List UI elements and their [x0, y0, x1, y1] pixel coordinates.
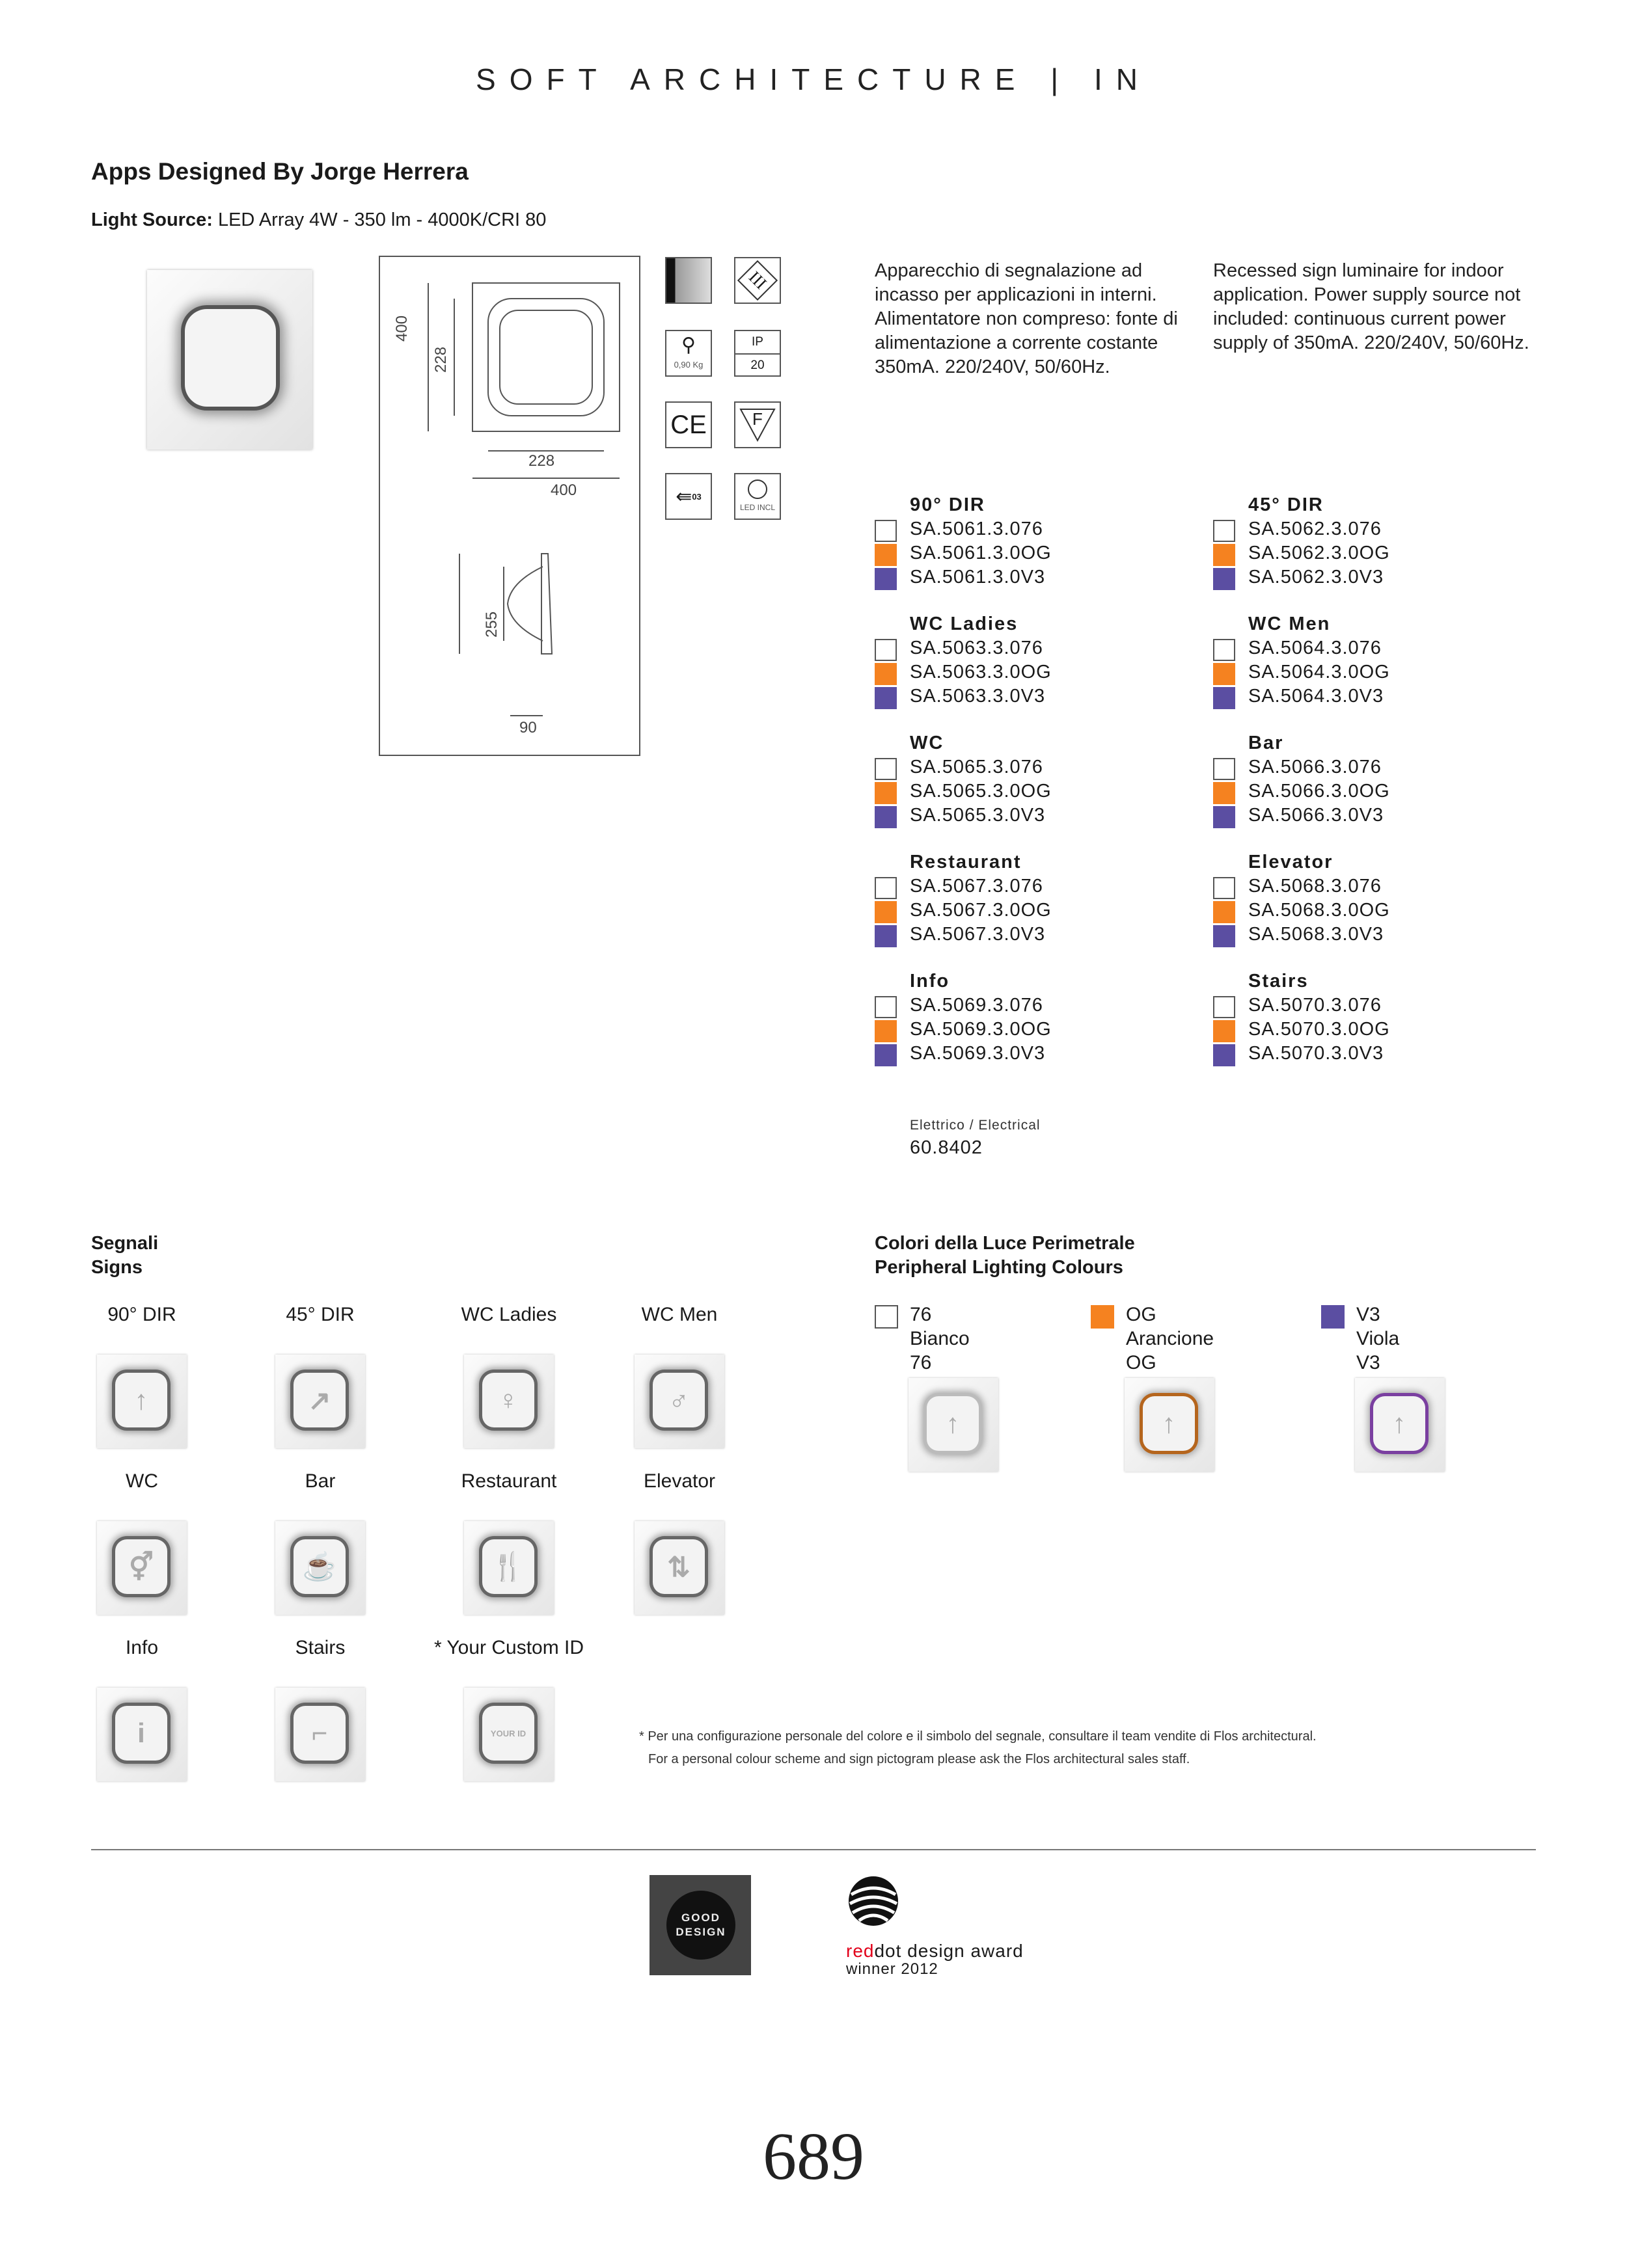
product-code: SA.5066.3.0OG [1248, 781, 1390, 802]
stairs-icon: ⌐ [294, 1706, 346, 1761]
reddot-award-text [846, 1942, 1024, 1978]
product-code: SA.5062.3.0OG [1248, 543, 1390, 563]
sign-label: 90° DIR [107, 1304, 176, 1325]
code-row [875, 686, 1174, 710]
energy-label: 03 [692, 491, 702, 502]
ip-label-bottom: 20 [750, 358, 765, 372]
lighting-preview-tile [1125, 1378, 1214, 1472]
product-code: SA.5069.3.0V3 [910, 1043, 1046, 1064]
electrical-label: Elettrico / Electrical [910, 1118, 1041, 1133]
product-code: SA.5064.3.0OG [1248, 662, 1390, 682]
lighting-colour-swatch [1091, 1305, 1114, 1329]
arrow-up-icon: ↑ [1143, 1396, 1195, 1451]
sign-label: Bar [305, 1470, 336, 1492]
colour-swatch-violet [875, 568, 897, 590]
product-code: SA.5068.3.076 [1248, 876, 1382, 897]
codes-column-left [875, 494, 1187, 1080]
code-row [1213, 662, 1512, 686]
dim-width-inner: 228 [528, 452, 555, 470]
dim-height-outer: 400 [393, 315, 411, 342]
product-code: SA.5064.3.0V3 [1248, 686, 1384, 707]
dimension-drawing-svg [380, 257, 639, 755]
product-code: SA.5062.3.0V3 [1248, 567, 1384, 587]
arrow-diagonal-icon: ↗ [294, 1373, 346, 1427]
led-incl-label: LED INCL [739, 503, 776, 512]
custom-note-en: For a personal colour scheme and sign pictogram please ask the Flos architectural sales staff. [648, 1752, 1190, 1766]
sign-label: * Your Custom ID [433, 1637, 584, 1658]
code-row [1213, 1019, 1512, 1043]
good-design-logo [649, 1875, 751, 1975]
colour-swatch-orange [875, 663, 897, 685]
product-code: SA.5064.3.076 [1248, 638, 1382, 658]
page-number: 689 [763, 2119, 864, 2194]
fork-knife-icon: 🍴 [482, 1539, 534, 1594]
product-code: SA.5065.3.0V3 [910, 805, 1046, 826]
product-code: SA.5066.3.0V3 [1248, 805, 1384, 826]
good-design-line2: DESIGN [676, 1926, 726, 1938]
colour-swatch-violet [875, 806, 897, 828]
code-row [875, 543, 1174, 567]
code-row [875, 1043, 1174, 1067]
f-label: F [752, 409, 763, 429]
code-row [875, 805, 1174, 829]
colour-swatch-orange [875, 782, 897, 804]
arrow-up-icon: ↑ [1373, 1396, 1425, 1451]
colour-swatch-violet [1213, 806, 1235, 828]
code-row [875, 638, 1174, 662]
sign-tile [275, 1521, 365, 1615]
colour-swatch-orange [875, 901, 897, 923]
product-code: SA.5061.3.0OG [910, 543, 1052, 563]
weight-label: 0,90 Kg [674, 360, 704, 370]
sign-tile [275, 1355, 365, 1448]
product-code: SA.5063.3.0V3 [910, 686, 1046, 707]
reddot-year: winner 2012 [846, 1960, 938, 1978]
product-code: SA.5068.3.0OG [1248, 900, 1390, 921]
product-code: SA.5065.3.076 [910, 757, 1043, 777]
sign-tile [97, 1521, 187, 1615]
lighting-preview-tile [909, 1378, 998, 1472]
colour-swatch-orange [875, 544, 897, 566]
ce-label: CE [670, 410, 707, 439]
elevator-icon: ⇅ [653, 1539, 705, 1594]
code-row [1213, 567, 1512, 591]
code-row [875, 995, 1174, 1019]
code-row [875, 662, 1174, 686]
colour-swatch-white [1213, 877, 1235, 899]
colour-swatch-orange [875, 1020, 897, 1042]
info-icon: i [115, 1706, 167, 1761]
colours-section-title [875, 1232, 1135, 1280]
lighting-colour-name-en: 76 [910, 1352, 932, 1373]
code-group-title: Restaurant [910, 852, 1022, 872]
signs-section-title [91, 1232, 158, 1280]
product-code: SA.5069.3.076 [910, 995, 1043, 1016]
code-group-title: Elevator [1248, 852, 1333, 872]
dim-side-depth: 90 [519, 719, 537, 736]
ip-label-top: IP [735, 331, 780, 355]
dim-side-height: 255 [483, 611, 500, 638]
product-code: SA.5067.3.0V3 [910, 924, 1046, 945]
product-code: SA.5070.3.076 [1248, 995, 1382, 1016]
description-en: Recessed sign luminaire for indoor application. Power supply source not included: continuous current power supply of 350mA. 220/240V, 50/60Hz. [1213, 260, 1529, 353]
code-row [875, 567, 1174, 591]
reddot-red: red [846, 1941, 875, 1961]
dim-height-inner: 228 [432, 346, 450, 373]
product-code: SA.5067.3.076 [910, 876, 1043, 897]
lighting-colour-name-it: OG Arancione [1126, 1304, 1214, 1349]
arrow-up-icon: ↑ [927, 1396, 979, 1451]
class-iii-icon [734, 257, 781, 304]
beam-icon [665, 257, 712, 304]
product-code: SA.5063.3.0OG [910, 662, 1052, 682]
custom-note [639, 1725, 1485, 1771]
colour-swatch-white [875, 877, 897, 899]
lighting-colour-name-it: 76 Bianco [910, 1304, 970, 1349]
code-row [875, 519, 1174, 543]
page-header-title: SOFT ARCHITECTURE | IN [476, 62, 1151, 96]
product-code: SA.5065.3.0OG [910, 781, 1052, 802]
code-row [1213, 1043, 1512, 1067]
sign-tile [635, 1355, 724, 1448]
signs-title-en: Signs [91, 1257, 143, 1278]
lighting-colour-swatch [1321, 1305, 1345, 1329]
lighting-colour-swatch [875, 1305, 898, 1329]
weight-icon: ⚲ 0,90 Kg [665, 330, 712, 377]
product-code: SA.5069.3.0OG [910, 1019, 1052, 1040]
reddot-rest: dot design award [874, 1941, 1024, 1961]
colours-title-it: Colori della Luce Perimetrale [875, 1233, 1135, 1254]
ip-rating-icon [734, 330, 781, 377]
colour-swatch-violet [875, 925, 897, 947]
product-photo [147, 270, 312, 450]
technical-drawing [379, 256, 640, 756]
colour-swatch-white [1213, 520, 1235, 542]
sign-label: Restaurant [461, 1470, 557, 1492]
cup-icon: ☕ [294, 1539, 346, 1594]
colour-swatch-white [875, 520, 897, 542]
footer-divider [91, 1849, 1536, 1850]
colour-swatch-violet [1213, 925, 1235, 947]
code-row [1213, 995, 1512, 1019]
colour-swatch-violet [1213, 1044, 1235, 1066]
code-group-title: WC Men [1248, 614, 1331, 634]
lighting-colour-name-it: V3 Viola [1356, 1304, 1400, 1349]
code-row [875, 757, 1174, 781]
product-code: SA.5068.3.0V3 [1248, 924, 1384, 945]
colour-swatch-violet [1213, 687, 1235, 709]
colour-swatch-white [875, 996, 897, 1018]
colour-swatch-violet [1213, 568, 1235, 590]
sign-label: WC Men [641, 1304, 718, 1325]
code-row [875, 924, 1174, 948]
code-row [875, 1019, 1174, 1043]
colour-swatch-violet [875, 1044, 897, 1066]
woman-icon: ♀ [482, 1373, 534, 1427]
sign-label: Stairs [295, 1637, 346, 1658]
light-source-value: LED Array 4W - 350 lm - 4000K/CRI 80 [212, 209, 547, 230]
led-incl-icon [734, 473, 781, 520]
sign-label: Info [125, 1637, 159, 1658]
f-mark-icon [734, 401, 781, 448]
good-design-line1: GOOD [681, 1911, 720, 1924]
lighting-colour-name-en: OG [1126, 1352, 1156, 1373]
description-it: Apparecchio di segnalazione ad incasso per applicazioni in interni. Alimentatore non compreso: fonte di alimentazione a corrente costante 350mA. 220/240V, 50/60Hz. [875, 260, 1178, 377]
product-code: SA.5070.3.0V3 [1248, 1043, 1384, 1064]
product-code: SA.5066.3.076 [1248, 757, 1382, 777]
product-code: SA.5061.3.0V3 [910, 567, 1046, 587]
colour-swatch-violet [875, 687, 897, 709]
custom-id-icon: YOUR ID [482, 1706, 534, 1761]
reddot-logo-icon [847, 1875, 899, 1927]
man-icon: ♂ [653, 1373, 705, 1427]
sign-tile [97, 1355, 187, 1448]
electrical-code: 60.8402 [910, 1137, 983, 1158]
code-row [1213, 543, 1512, 567]
colour-swatch-white [875, 639, 897, 661]
code-row [1213, 876, 1512, 900]
code-row [1213, 519, 1512, 543]
code-group-title: WC Ladies [910, 614, 1019, 634]
code-row [875, 876, 1174, 900]
signs-title-it: Segnali [91, 1233, 159, 1254]
product-code: SA.5063.3.076 [910, 638, 1043, 658]
codes-column-right [1213, 494, 1525, 1080]
sign-tile [464, 1521, 554, 1615]
sign-label: 45° DIR [286, 1304, 355, 1325]
colour-swatch-white [875, 758, 897, 780]
light-source-label: Light Source: [91, 209, 213, 230]
colour-swatch-orange [1213, 901, 1235, 923]
lighting-colour-name-en: V3 [1356, 1352, 1380, 1373]
sign-label: WC [126, 1470, 158, 1492]
product-code: SA.5067.3.0OG [910, 900, 1052, 921]
sign-tile [464, 1688, 554, 1781]
code-group-title: Stairs [1248, 971, 1309, 992]
code-row [875, 781, 1174, 805]
code-group-title: 45° DIR [1248, 494, 1324, 515]
code-row [1213, 781, 1512, 805]
code-group-title: Bar [1248, 733, 1284, 753]
code-row [1213, 757, 1512, 781]
dim-width-outer: 400 [551, 481, 577, 499]
light-source [91, 209, 546, 231]
colour-swatch-orange [1213, 663, 1235, 685]
energy-class-icon: ⇚ 03 [665, 473, 712, 520]
code-row [1213, 638, 1512, 662]
sign-tile [97, 1688, 187, 1781]
arrow-up-icon: ↑ [115, 1373, 167, 1427]
sign-tile [275, 1688, 365, 1781]
colour-swatch-orange [1213, 544, 1235, 566]
wc-icon: ⚥ [115, 1539, 167, 1594]
lighting-preview-tile [1355, 1378, 1445, 1472]
code-group-title: WC [910, 733, 944, 753]
code-row [1213, 686, 1512, 710]
code-row [875, 900, 1174, 924]
colour-swatch-white [1213, 758, 1235, 780]
code-group-title: 90° DIR [910, 494, 985, 515]
class-iii-label: III [737, 260, 778, 301]
ce-mark-icon [665, 401, 712, 448]
code-group-title: Info [910, 971, 950, 992]
colour-swatch-white [1213, 996, 1235, 1018]
code-row [1213, 900, 1512, 924]
sign-label: Elevator [643, 1470, 716, 1492]
code-row [1213, 924, 1512, 948]
sign-label: WC Ladies [461, 1304, 557, 1325]
product-title: Apps Designed By Jorge Herrera [91, 158, 469, 185]
product-code: SA.5070.3.0OG [1248, 1019, 1390, 1040]
product-code: SA.5061.3.076 [910, 519, 1043, 539]
colours-title-en: Peripheral Lighting Colours [875, 1257, 1123, 1278]
colour-swatch-orange [1213, 782, 1235, 804]
colour-swatch-white [1213, 639, 1235, 661]
custom-note-it: * Per una configurazione personale del colore e il simbolo del segnale, consultare il team vendite di Flos architectural. [639, 1729, 1317, 1744]
colour-swatch-orange [1213, 1020, 1235, 1042]
sign-tile [464, 1355, 554, 1448]
product-code: SA.5062.3.076 [1248, 519, 1382, 539]
code-row [1213, 805, 1512, 829]
sign-tile [635, 1521, 724, 1615]
